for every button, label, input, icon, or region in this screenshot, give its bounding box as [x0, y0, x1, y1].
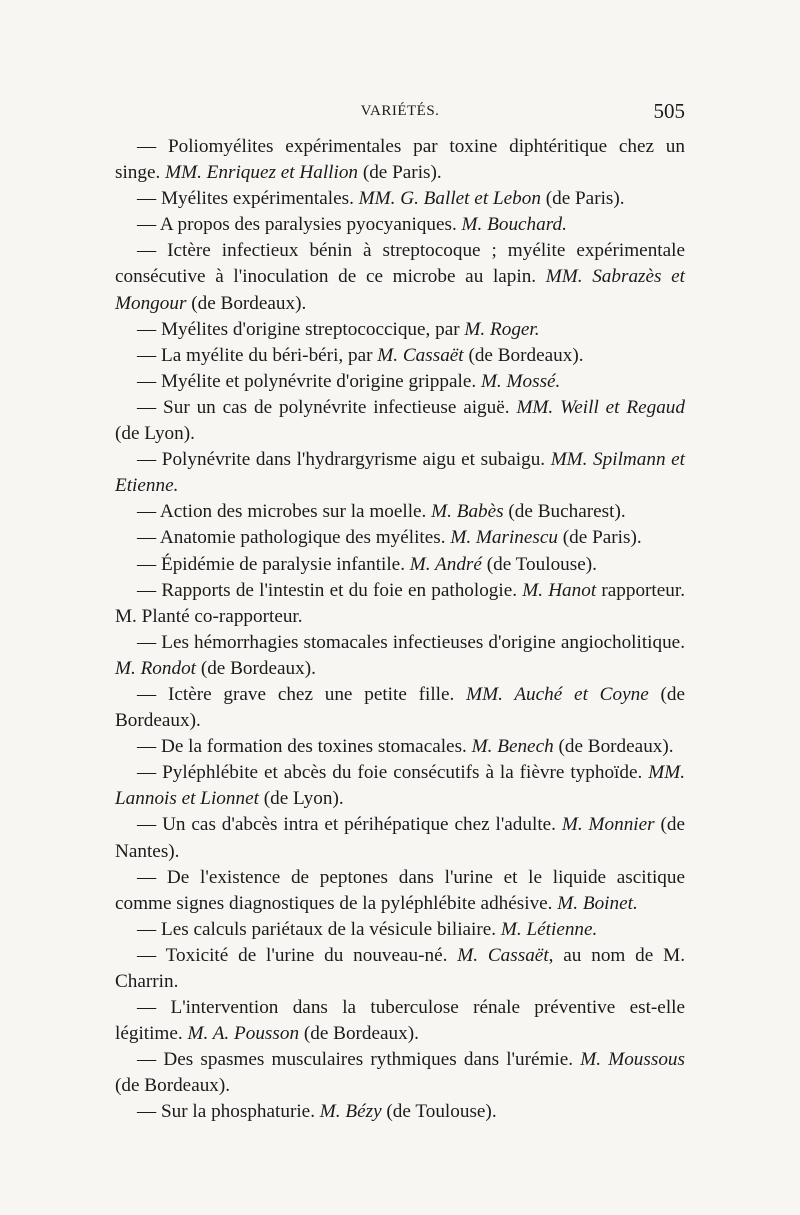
authors: MM. Auché et Coyne [466, 683, 649, 705]
list-item: — Ictère grave chez une petite fille. MM. Auché et Coyne (de Bordeaux). [115, 683, 686, 732]
list-item: — Myélites d'origine streptococcique, par M. Roger. [137, 318, 540, 340]
list-item: — Toxicité de l'urine du nouveau-né. M. Cassaët, au nom de M. Charrin. [115, 944, 685, 992]
authors: MM. Lannois et Lionnet [115, 762, 685, 810]
authors: MM. Sabrazès et Mongour [115, 266, 686, 314]
header-title: VARIÉTÉS. [360, 103, 440, 119]
list-item: — La myélite du béri-béri, par M. Cassaët (de Bordeaux). [137, 344, 584, 366]
authors: M. Moussous [580, 1049, 685, 1071]
list-item: — Action des microbes sur la moelle. M. Babès (de Bucharest). [137, 501, 626, 523]
authors: M. Roger. [464, 318, 540, 340]
text-block [115, 134, 685, 1126]
authors: M. Rondot [115, 657, 197, 679]
running-head [115, 99, 685, 129]
authors: M. Bézy [319, 1101, 382, 1123]
list-item: — Anatomie pathologique des myélites. M. Marinescu (de Paris). [137, 527, 642, 549]
authors: MM. Enriquez et Hallion [165, 162, 359, 184]
list-item: — Polynévrite dans l'hydrargyrisme aigu et subaigu. MM. Spilmann et Etienne. [115, 449, 685, 497]
list-item: — Épidémie de paralysie infantile. M. André (de Toulouse). [137, 553, 597, 575]
authors: M. Hanot [522, 579, 597, 601]
list-item: — A propos des paralysies pyocyaniques. M. Bouchard. [137, 214, 567, 236]
authors: M. Monnier [561, 814, 655, 836]
list-item: — Poliomyélites expérimentales par toxine diphtéritique chez un singe. MM. Enriquez et Hallion (de Paris). [115, 136, 685, 184]
authors: MM. Weill et Regaud [516, 396, 685, 418]
authors: M. A. Pousson [187, 1023, 300, 1045]
list-item: — Myélites expérimentales. MM. G. Ballet et Lebon (de Paris). [137, 188, 625, 210]
list-item: — Les hémorrhagies stomacales infectieuses d'origine angiocholitique. M. Rondot (de Bordeaux). [115, 631, 685, 679]
list-item: — Pyléphlébite et abcès du foie consécutifs à la fièvre typhoïde. MM. Lannois et Lionnet (de Lyon). [115, 762, 685, 810]
list-item: — Sur la phosphaturie. M. Bézy (de Toulouse). [137, 1101, 497, 1123]
list-item: — De l'existence de peptones dans l'urine et le liquide ascitique comme signes diagnostiques de la pyléphlébite adhésive. M. Boinet. [115, 866, 685, 914]
authors: M. Cassaët [457, 944, 549, 966]
authors: M. André [409, 553, 482, 575]
authors: MM. Spilmann et Etienne. [115, 449, 685, 497]
list-item: — Des spasmes musculaires rythmiques dans l'urémie. M. Moussous (de Bordeaux). [115, 1049, 685, 1097]
authors: M. Cassaët [377, 344, 464, 366]
authors: MM. G. Ballet et Lebon [358, 188, 541, 210]
list-item: — Ictère infectieux bénin à streptocoque ; myélite expérimentale consécutive à l'inoculation de ce microbe au lapin. MM. Sabrazès et Mongour (de Bordeaux). [115, 240, 686, 314]
authors: M. Marinescu [450, 527, 558, 549]
list-item: — Un cas d'abcès intra et périhépatique chez l'adulte. M. Monnier (de Nantes). [115, 814, 685, 862]
authors: M. Létienne. [500, 918, 598, 940]
list-item: — Sur un cas de polynévrite infectieuse aiguë. MM. Weill et Regaud (de Lyon). [115, 396, 685, 445]
list-item: — De la formation des toxines stomacales. M. Benech (de Bordeaux). [137, 736, 674, 758]
list-item: — Rapports de l'intestin et du foie en pathologie. M. Hanot rapporteur. M. Planté co-rapporteur. [115, 579, 685, 627]
authors: M. Mossé. [480, 370, 561, 392]
list-item: — L'intervention dans la tuberculose rénale préventive est-elle légitime. M. A. Pousson (de Bordeaux). [115, 997, 685, 1045]
authors: M. Boinet. [557, 892, 638, 914]
authors: M. Bouchard. [461, 214, 567, 236]
authors: M. Benech [471, 736, 554, 758]
page-number: 505 [653, 99, 685, 123]
authors: M. Babès [431, 501, 504, 523]
list-item: — Myélite et polynévrite d'origine grippale. M. Mossé. [137, 370, 561, 392]
list-item: — Les calculs pariétaux de la vésicule biliaire. M. Létienne. [137, 918, 598, 940]
